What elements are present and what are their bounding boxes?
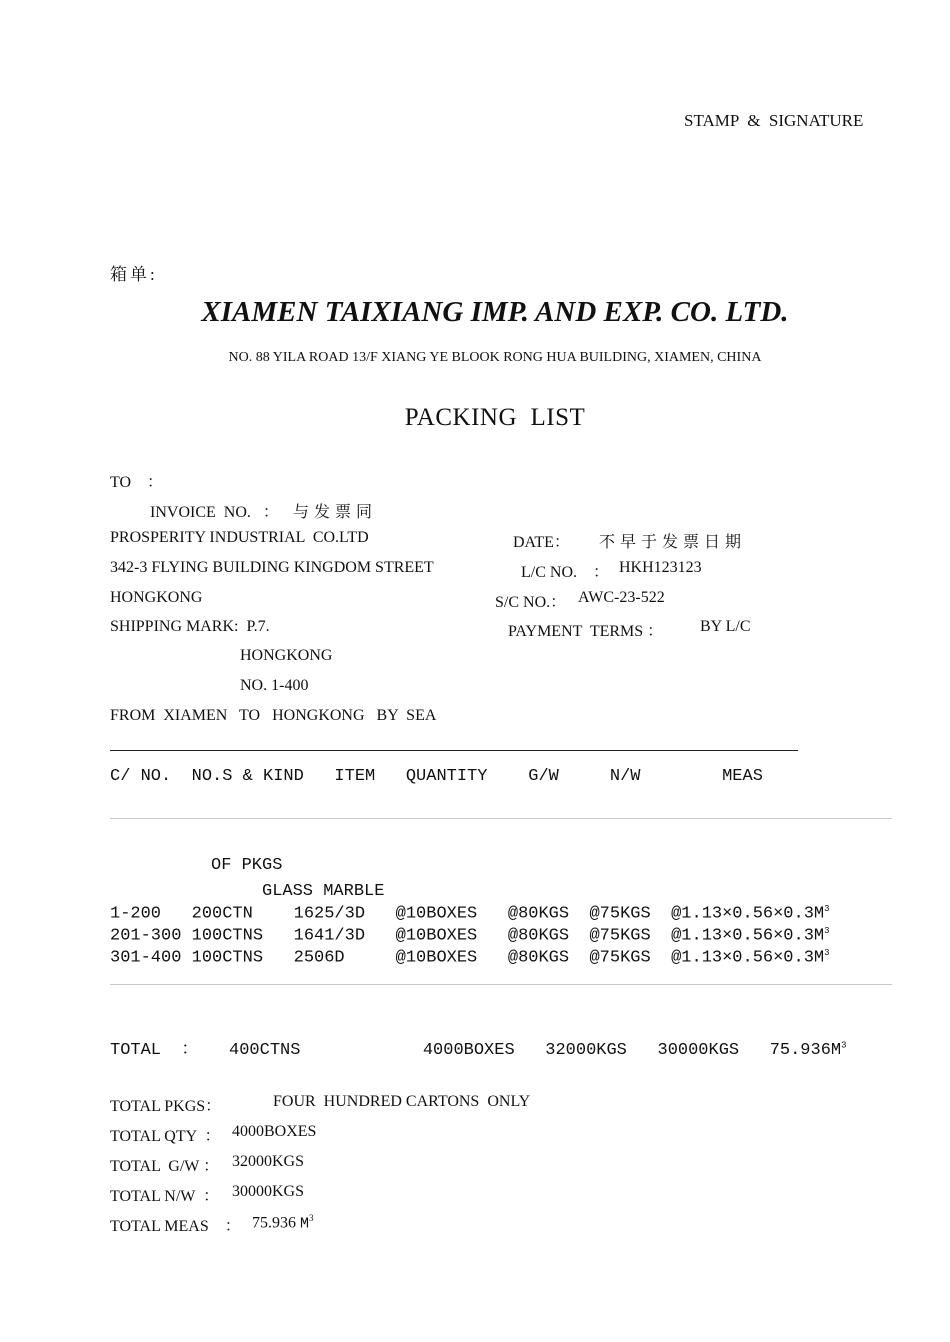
- total-nw-value: 30000KGS: [232, 1183, 305, 1200]
- to-label: TO ：: [110, 474, 164, 491]
- total-gw-value: 32000KGS: [232, 1153, 305, 1170]
- total-meas-value: [252, 1213, 314, 1232]
- invoice-value: 与发票同: [293, 504, 378, 521]
- payment-terms-label: PAYMENT TERMS ：: [508, 623, 664, 640]
- total-qty-value: 4000BOXES: [232, 1123, 317, 1140]
- total-pkgs-value: FOUR HUNDRED CARTONS ONLY: [273, 1093, 531, 1110]
- row-text: 1-200 200CTN 1625/3D @10BOXES @80KGS @75KGS @1.13×0.56×0.3M: [110, 904, 825, 924]
- meas-unit: M: [300, 1215, 310, 1233]
- meas-number: 75.936: [252, 1214, 296, 1232]
- invoice-label: INVOICE NO. ：: [150, 504, 279, 521]
- table-row: [110, 948, 830, 968]
- header-divider: [110, 750, 798, 751]
- sc-label: S/C NO.：: [495, 594, 567, 611]
- company-name: XIAMEN TAIXIANG IMP. AND EXP. CO. LTD.: [201, 296, 789, 328]
- shipping-mark-line2: HONGKONG: [240, 647, 333, 664]
- total-text: TOTAL ： 400CTNS 4000BOXES 32000KGS 30000KGS 75.936M: [110, 1041, 842, 1060]
- stamp-signature-label: STAMP & SIGNATURE: [684, 111, 864, 130]
- consignee-city: HONGKONG: [110, 589, 203, 606]
- table-row: [110, 904, 830, 924]
- unit-superscript: 3: [824, 948, 830, 958]
- total-nw-label: TOTAL N/W ：: [110, 1188, 220, 1205]
- total-pkgs-label: TOTAL PKGS：: [110, 1098, 222, 1115]
- table-row: [110, 926, 830, 946]
- total-gw-label: TOTAL G/W ：: [110, 1158, 220, 1175]
- unit-superscript: 3: [841, 1040, 847, 1051]
- table-header-pkgs: OF PKGS: [211, 856, 283, 875]
- unit-superscript: 3: [309, 1213, 314, 1223]
- unit-superscript: 3: [824, 926, 830, 936]
- shipping-mark-label: SHIPPING MARK: P.7.: [110, 618, 270, 635]
- shipping-mark-line3: NO. 1-400: [240, 677, 309, 694]
- date-value: 不早于发票日期: [599, 534, 747, 551]
- date-label: DATE：: [513, 534, 570, 551]
- table-header-divider: [110, 818, 892, 819]
- total-row: [110, 1034, 847, 1060]
- table-body-divider: [110, 984, 892, 985]
- document-title: PACKING LIST: [404, 404, 586, 431]
- consignee-street: 342-3 FLYING BUILDING KINGDOM STREET: [110, 559, 434, 576]
- item-name: GLASS MARBLE: [262, 882, 385, 901]
- company-address: NO. 88 YILA ROAD 13/F XIANG YE BLOOK RONG HUA BUILDING, XIAMEN, CHINA: [228, 350, 762, 365]
- row-text: 301-400 100CTNS 2506D @10BOXES @80KGS @75KGS @1.13×0.56×0.3M: [110, 948, 825, 968]
- route-line: FROM XIAMEN TO HONGKONG BY SEA: [110, 707, 437, 724]
- sc-value: AWC-23-522: [578, 589, 665, 606]
- total-qty-label: TOTAL QTY ：: [110, 1128, 221, 1145]
- consignee-name: PROSPERITY INDUSTRIAL CO.LTD: [110, 529, 369, 546]
- total-meas-label: TOTAL MEAS ：: [110, 1218, 241, 1235]
- lc-value: HKH123123: [619, 559, 702, 576]
- unit-superscript: 3: [824, 904, 830, 914]
- row-text: 201-300 100CTNS 1641/3D @10BOXES @80KGS @75KGS @1.13×0.56×0.3M: [110, 926, 825, 946]
- table-header: C/ NO. NO.S & KIND ITEM QUANTITY G/W N/W MEAS: [110, 767, 763, 786]
- payment-terms-value: BY L/C: [700, 618, 751, 635]
- lc-label: L/C NO. ：: [521, 564, 610, 581]
- document-label-cn: 箱单:: [110, 265, 158, 284]
